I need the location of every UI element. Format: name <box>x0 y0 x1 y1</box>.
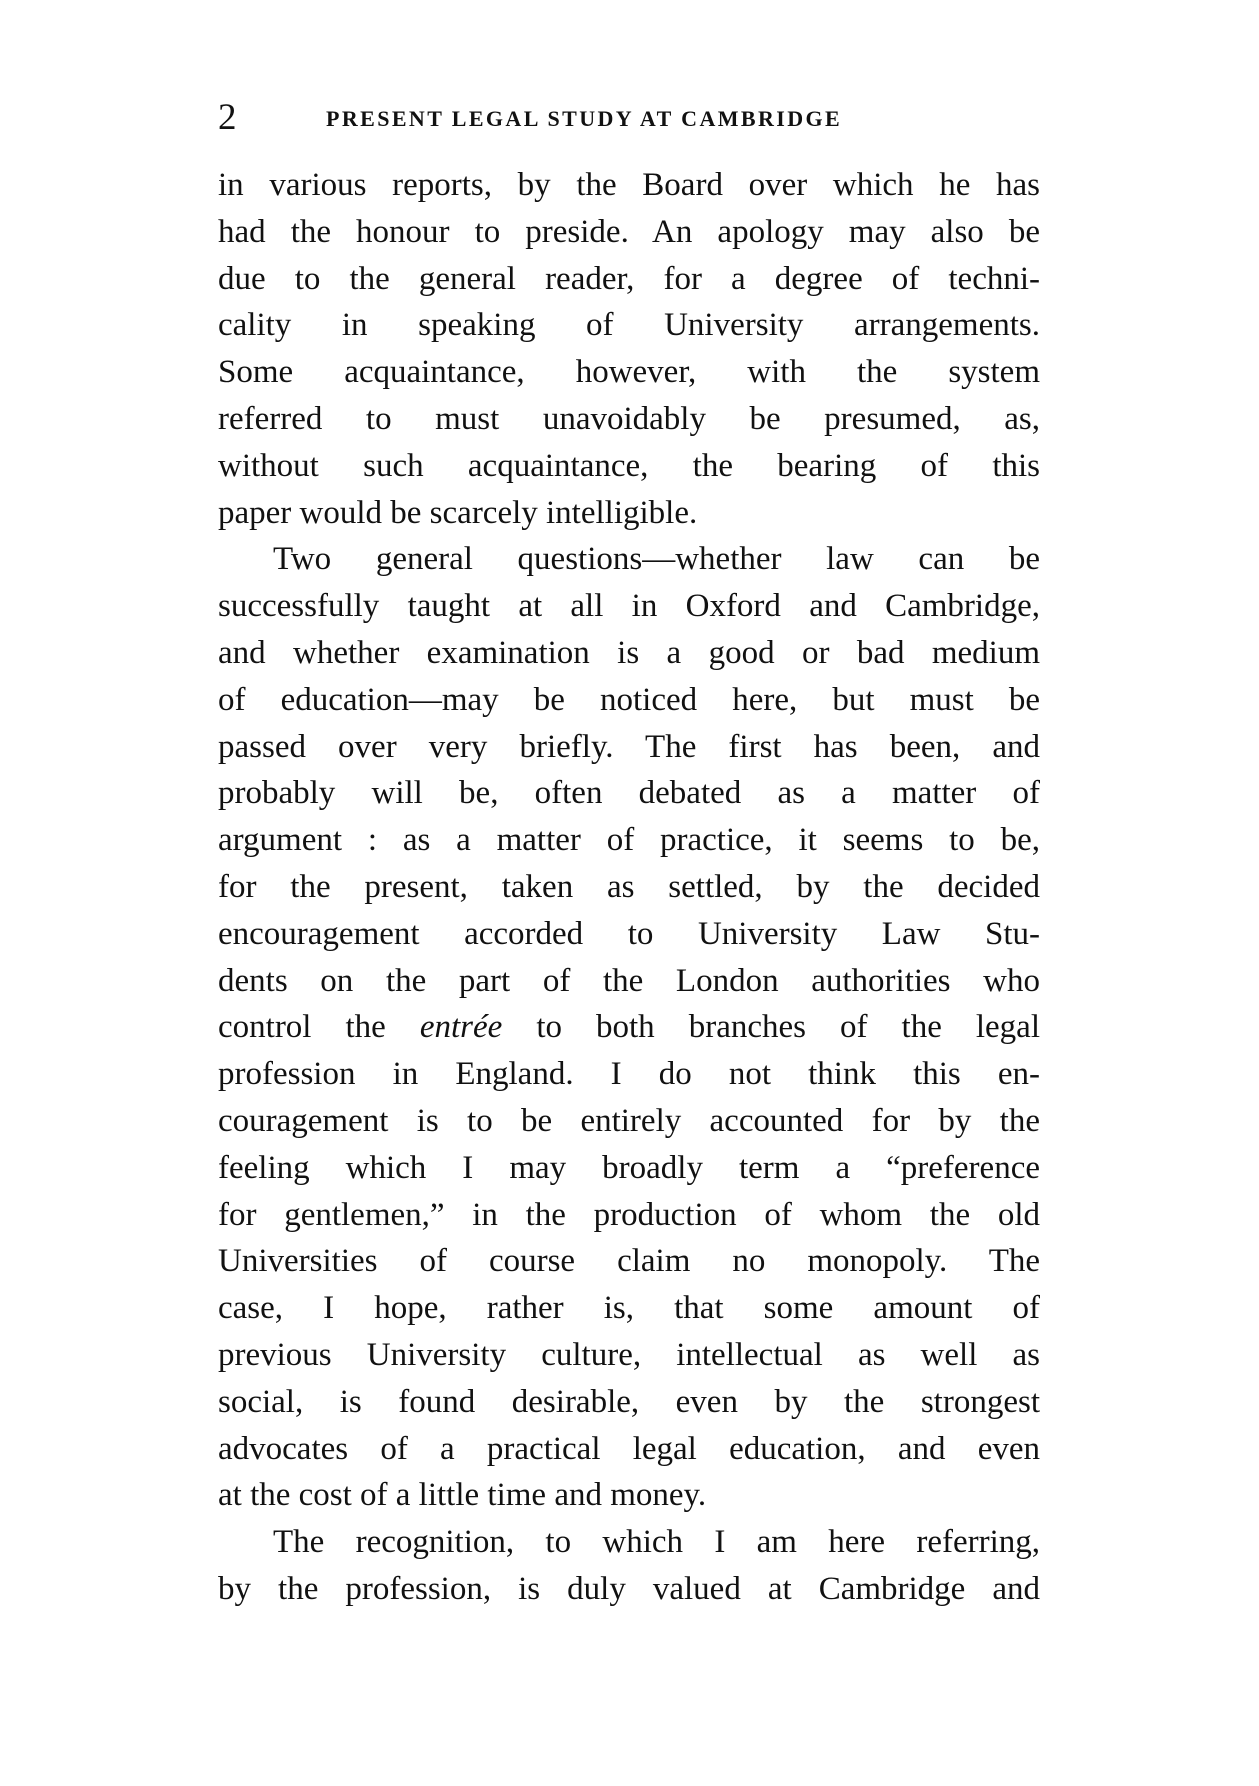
text-line: for the present, taken as settled, by the decided <box>218 868 1040 905</box>
text-line: of education—may be noticed here, but must be <box>218 681 1040 718</box>
page-number: 2 <box>218 97 237 138</box>
text-line: social, is found desirable, even by the strongest <box>218 1383 1040 1420</box>
line-text-before: control the <box>218 1009 420 1046</box>
text-line: at the cost of a little time and money. <box>218 1477 707 1514</box>
text-line: profession in England. I do not think this en- <box>218 1056 1040 1093</box>
text-line: referred to must unavoidably be presumed, as, <box>218 400 1040 437</box>
body-text <box>218 162 1040 1613</box>
line-text-after: to both branches of the legal <box>502 1009 1040 1046</box>
text-line: The recognition, to which I am here referring, <box>273 1524 1040 1561</box>
text-line: couragement is to be entirely accounted for by the <box>218 1102 1040 1139</box>
text-line: Two general questions—whether law can be <box>273 541 1040 578</box>
text-line: previous University culture, intellectual as well as <box>218 1336 1040 1373</box>
text-line: probably will be, often debated as a matter of <box>218 775 1040 812</box>
text-line: encouragement accorded to University Law Stu- <box>218 915 1040 952</box>
running-title: PRESENT LEGAL STUDY AT CAMBRIDGE <box>326 106 843 131</box>
text-line: cality in speaking of University arrangements. <box>218 307 1040 344</box>
running-header <box>218 98 1040 142</box>
text-line-with-italic <box>218 1004 1040 1051</box>
text-line: due to the general reader, for a degree of techni- <box>218 260 1040 297</box>
text-line: dents on the part of the London authorities who <box>218 962 1040 999</box>
italic-entree: entrée <box>419 1009 503 1046</box>
text-line: advocates of a practical legal education, and even <box>218 1430 1040 1467</box>
text-line: Universities of course claim no monopoly. The <box>218 1243 1040 1280</box>
text-line: argument : as a matter of practice, it seems to be, <box>218 822 1040 859</box>
text-line: in various reports, by the Board over which he has <box>218 167 1040 203</box>
text-line: case, I hope, rather is, that some amount of <box>218 1290 1040 1327</box>
text-line: successfully taught at all in Oxford and Cambridge, <box>218 588 1040 625</box>
text-line: without such acquaintance, the bearing of this <box>218 447 1040 484</box>
text-line: Some acquaintance, however, with the system <box>218 354 1040 391</box>
text-line: by the profession, is duly valued at Cambridge and <box>218 1570 1040 1607</box>
text-line: for gentlemen,” in the production of whom the old <box>218 1196 1040 1233</box>
text-line: feeling which I may broadly term a “preference <box>218 1149 1040 1186</box>
text-line: and whether examination is a good or bad medium <box>218 634 1040 671</box>
text-line: had the honour to preside. An apology may also be <box>218 213 1040 250</box>
text-line: passed over very briefly. The first has been, and <box>218 728 1040 765</box>
text-line: paper would be scarcely intelligible. <box>218 494 698 531</box>
